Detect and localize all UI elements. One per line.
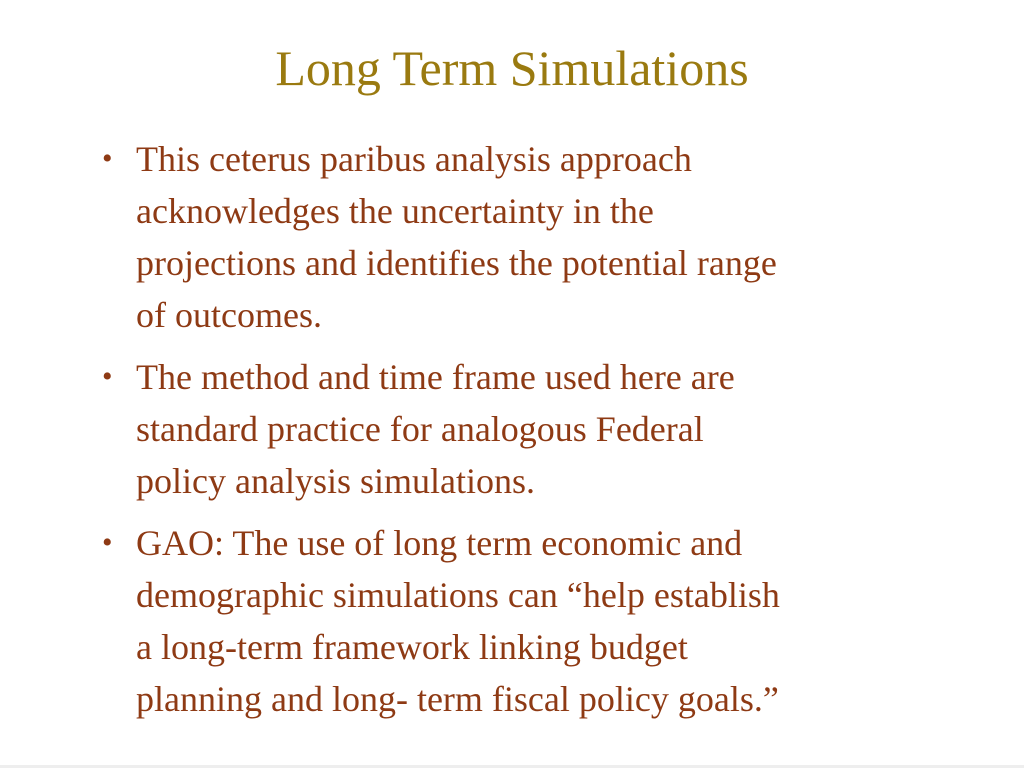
slide-title: Long Term Simulations (275, 40, 749, 96)
bullet-line: demographic simulations can “help establish (136, 575, 780, 615)
bullet-item-2 (102, 351, 972, 507)
bullet-line: projections and identifies the potential range (136, 243, 777, 283)
bullet-line: planning and long- term fiscal policy goals.” (136, 679, 779, 719)
bullet-marker: • (102, 142, 113, 175)
bullet-marker: • (102, 360, 113, 393)
bullet-line: a long-term framework linking budget (136, 627, 688, 667)
bullet-line: The method and time frame used here are (136, 357, 735, 397)
bullet-item-1 (102, 133, 972, 341)
bullet-line: of outcomes. (136, 295, 322, 335)
bullet-line: policy analysis simulations. (136, 461, 535, 501)
bullet-list (102, 133, 972, 735)
bullet-line: standard practice for analogous Federal (136, 409, 704, 449)
bullet-line: This ceterus paribus analysis approach (136, 139, 692, 179)
bullet-item-3 (102, 517, 972, 725)
bullet-line: GAO: The use of long term economic and (136, 523, 743, 563)
bullet-line: acknowledges the uncertainty in the (136, 191, 654, 231)
bullet-marker: • (102, 526, 113, 559)
